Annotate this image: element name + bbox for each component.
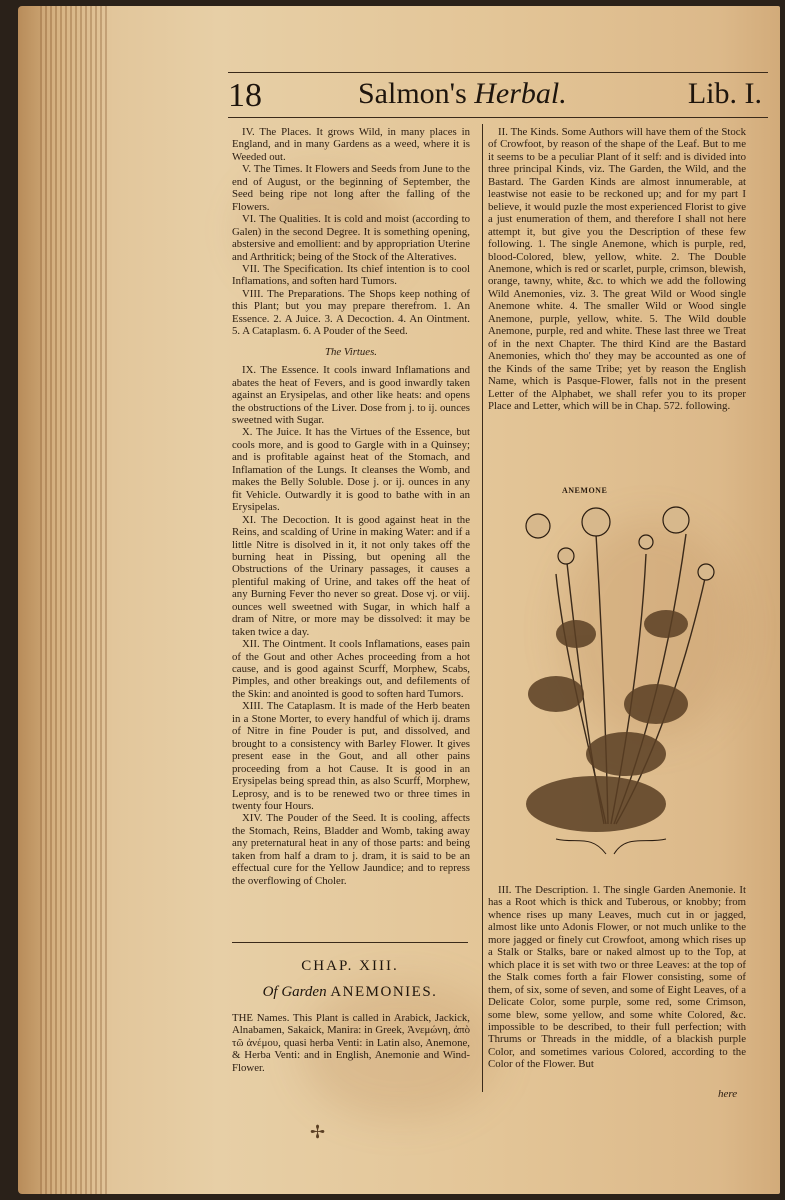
paragraph: XIII. The Cataplasm. It is made of the Herb beaten in a Stone Morter, to every handful of which ij. drams of Nitre in fine Pouder is put, and dissolved, and brought to a consistency with Barley Flower. It gives present ease in the Gout, and all other pains proceeding from a hot Cause. It is good in an Erysipelas being spread thin, as also Scurff, Morphew, Leprosy, and is to be renewed two or three times in twenty four Hours.: [232, 700, 470, 813]
right-column-description: [488, 884, 746, 1071]
running-header: [228, 72, 768, 118]
paragraph: X. The Juice. It has the Virtues of the Essence, but cools more, and is good to Gargle with in a Quinsey; and is profitable against heat of the Stomach, and Inflamation of the Lungs. It cleanses the Womb, and makes the Belly Soluble. Dose j. or ij. ounces in any fit Vehicle. Outwardly it is good to bathe with in an Erysipelas.: [232, 426, 470, 514]
paragraph: VI. The Qualities. It is cold and moist (according to Galen) in the second Degree. It is something opening, abstersive and emollient: and by appropriation Uterine and Arthritick; being of the Stock of the Alteratives.: [232, 213, 470, 263]
chapter-title: CHAP. XIII.: [301, 958, 399, 974]
running-title-author: Salmon's: [358, 77, 467, 110]
paragraph: XII. The Ointment. It cools Inflamations, eases pain of the Gout and other Aches proceeding from a hot cause, and is good against Scurff, Morphew, Scabs, Pimples, and other breakings out, and defilements of the Skin: and anointed is good to soften hard Tumors.: [232, 638, 470, 700]
section-heading: The Virtues.: [325, 345, 377, 358]
printer-ornament: ✢: [310, 1122, 326, 1142]
anemone-woodcut-illustration: [496, 494, 728, 870]
paragraph: III. The Description. 1. The single Garden Anemonie. It has a Root which is thick and Tuberous, or knobby; from whence rises up many Leaves, much cut in or jagged, almost like unto Adonis Flower, or not much unlike to the more jagged or finely cut Crowfoot, among which rises up a Stalk or Stalks, bare or naked almost up to the Top, at which place it is set with two or three Leaves: at the top of the Stalk comes forth a fair Flower consisting, some of them, of six, some of seven, and some of Eight Leaves, of a Delicate Color, some purple, some red, some Crimson, some blew, some yellow, and some white Colored, &c. impossible to be described, to their full perfection; with Thrums or Threads in the middle, of a blackish purple Color, and sometimes various Colored, according to the Color of the Flower. But: [488, 884, 746, 1071]
paragraph: VII. The Specification. Its chief intention is to cool Inflamations, and soften hard Tumors.: [232, 262, 470, 288]
paragraph: THE Names. This Plant is called in Arabick, Jackick, Alnabamen, Sakaick, Manira: in Greek, Ἀνεμώνη, ἀπὸ τῶ ἀνέμου, quasi herba Venti: in Latin also, Anemone, & Herba Venti: and in English, Anemonie and Wind-Flower.: [232, 1012, 470, 1074]
chapter-rule: [232, 942, 468, 943]
paragraph: II. The Kinds. Some Authors will have them of the Stock of Crowfoot, by reason of the shape of the Leaf. But to me it seems to be a peculiar Plant of it self: and is divided into three principal Kinds, viz. The Garden, the Wild, and the Bastard. The Garden Kinds are almost innumerable, at leastwise not easie to be reckoned up; and for my part I believe, it would puzle the most experienced Florist to give a just enumeration of them, and therefore I shall not here attempt it, but give you the Description of these few following. 1. The single Anemone, which is purple, red, blood-Colored, blew, yellow, white. 2. The Double Anemone, which is red or scarlet, purple, crimson, blewish, orange, tawny, white, &c. to which we add the following Wild Anemonies, viz. 3. The great Wild or Wood single Anemone white. 4. The smaller Wild or Wood single Anemone, purple, yellow, white. 5. The Wild double Anemone, purple, red and white. These last three we Treat of in the next Chapter. The third Kind are the Bastard Anemonies, which tho' they may be accounted as one of the Kinds of the same Tribe; yet by reason the English Name, which is Pasque-Flower, falls not in the present Letter of the Alphabet, we shall refer you to its proper Place and Letter, which will be in Chap. 572. following.: [488, 126, 746, 412]
chapter-subtitle-subject: ANEMONIES.: [330, 984, 438, 1000]
right-column: [488, 126, 746, 412]
running-title: [358, 77, 567, 111]
chapter-subtitle-prefix: Of Garden: [262, 984, 327, 1000]
figure-label: ANEMONE: [562, 486, 608, 495]
catchword: here: [718, 1088, 738, 1100]
paragraph: IX. The Essence. It cools inward Inflamations and abates the heat of Fevers, and is good inwardly taken against an Erysipelas, and other like heats: and opens the obstructions of the Liver. Dose from j. to ij. ounces sweetned with Sugar.: [232, 364, 470, 426]
paragraph: VIII. The Preparations. The Shops keep nothing of this Plant; but you may prepare therefrom. 1. An Essence. 2. A Juice. 3. A Decoction. 4. An Ointment. 5. A Cataplasm. 6. A Pouder of the Seed.: [232, 287, 470, 338]
chapter-intro: [232, 1012, 470, 1074]
page-number: 18: [228, 77, 262, 114]
paragraph: XI. The Decoction. It is good against heat in the Reins, and scalding of Urine in making Water: and if a little Nitre is disolved in it, it not only takes off the burning heat in Pissing, but opening all the Obstructions of the Urinary passages, it causes a plentiful making of Urine, and takes off the heat of any Burning Fever tho never so great. Dose vj. or viij. ounces well sweetned with Sugar, in which half a dram of Nitre, or more may be dissolved: it may be taken twice a day.: [232, 513, 470, 638]
column-divider: [482, 124, 483, 1092]
book-number: Lib. I.: [687, 77, 762, 110]
paragraph: XIV. The Pouder of the Seed. It is cooling, affects the Stomach, Reins, Bladder and Womb, taking away any preternatural heat in any of those parts: and being taken from half a dram to j. dram, it is said to be an effectual cure for the Yellow Jaundice; and to repress the overflowing of Choler.: [232, 812, 470, 887]
paragraph: IV. The Places. It grows Wild, in many places in England, and in many Gardens as a weed, where it is Weeded out.: [232, 126, 470, 163]
paragraph: V. The Times. It Flowers and Seeds from June to the end of August, or the beginning of September, the Seed being ripe not long after the falling of the Flowers.: [232, 163, 470, 213]
running-title-work: Herbal.: [474, 77, 567, 110]
page-edge-stack: [40, 6, 110, 1194]
left-column: [232, 126, 470, 887]
chapter-subtitle: [232, 984, 468, 1001]
